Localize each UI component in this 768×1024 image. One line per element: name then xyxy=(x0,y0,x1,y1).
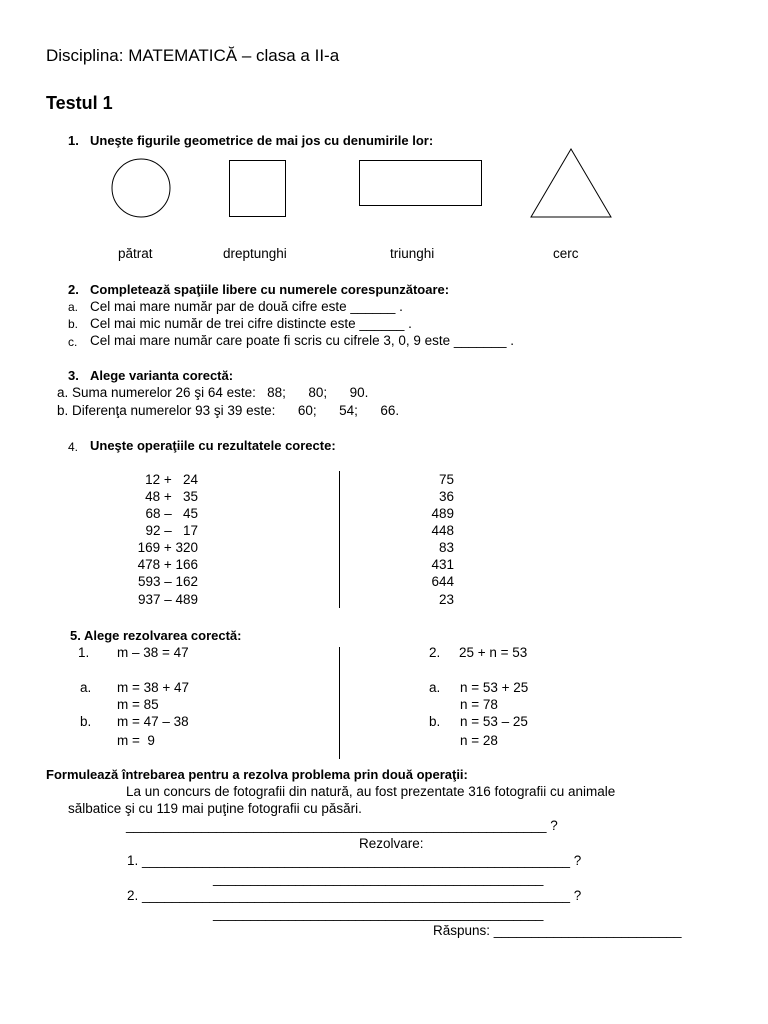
ex3-number: 3. xyxy=(68,368,79,383)
test-title: Testul 1 xyxy=(46,93,113,113)
triangle-icon xyxy=(531,149,611,217)
result: 75 xyxy=(438,472,454,487)
ex5-left-a-line: m = 85 xyxy=(117,697,159,712)
ex3-item: a. Suma numerelor 26 şi 64 este: 88; 80; 90. xyxy=(57,385,369,400)
result: 83 xyxy=(438,540,454,555)
ex5-right-option-b: b. xyxy=(429,714,441,729)
ex3-title: Alege varianta corectă: xyxy=(90,368,234,383)
column-divider xyxy=(339,471,340,608)
result: 644 xyxy=(431,574,454,589)
ex2-number: 2. xyxy=(68,282,79,297)
step2-line: 2. _________________________________________________________ ? xyxy=(127,888,582,903)
operation: 68 – 45 xyxy=(145,506,198,521)
ex5-right-b-line: n = 28 xyxy=(460,733,498,748)
ex4-number: 4. xyxy=(68,440,79,454)
ex2-title: Completează spaţiile libere cu numerele corespunzătoare: xyxy=(90,282,450,297)
solution-label: Rezolvare: xyxy=(359,836,424,851)
step1-line: 1. _________________________________________________________ ? xyxy=(127,853,582,868)
step1-sub-line: ____________________________________________ xyxy=(213,871,544,886)
ex2-item-text: Cel mai mare număr par de două cifre este ______ . xyxy=(90,299,403,314)
result: 489 xyxy=(431,506,454,521)
ex1-title: Uneşte figurile geometrice de mai jos cu denumirile lor: xyxy=(90,133,434,148)
ex5-right-a-line: n = 53 + 25 xyxy=(460,680,529,695)
label-cerc: cerc xyxy=(553,246,579,261)
operation: 92 – 17 xyxy=(145,523,198,538)
operation: 937 – 489 xyxy=(137,592,198,607)
circle-icon xyxy=(112,159,170,217)
result: 23 xyxy=(438,592,454,607)
ex5-left-a-line: m = 38 + 47 xyxy=(117,680,190,695)
square-icon xyxy=(230,161,286,217)
answer-line: Răspuns: _________________________ xyxy=(433,923,682,938)
ex5-left-b-line: m = 47 – 38 xyxy=(117,714,189,729)
ex3-item: b. Diferenţa numerelor 93 şi 39 este: 60; 54; 66. xyxy=(57,403,400,418)
operation: 169 + 320 xyxy=(137,540,198,555)
ex5-right-a-line: n = 78 xyxy=(460,697,498,712)
document-title: Disciplina: MATEMATICĂ – clasa a II-a xyxy=(46,46,340,65)
ex2-item-text: Cel mai mare număr care poate fi scris cu cifrele 3, 0, 9 este _______ . xyxy=(90,333,514,348)
operation: 593 – 162 xyxy=(137,574,198,589)
label-dreptunghi: dreptunghi xyxy=(223,246,287,261)
ex2-item-letter: a. xyxy=(68,300,79,314)
result: 36 xyxy=(438,489,454,504)
result: 448 xyxy=(431,523,454,538)
ex6-title: Formulează întrebarea pentru a rezolva problema prin două operaţii: xyxy=(46,767,468,782)
operation: 48 + 35 xyxy=(145,489,198,504)
ex2-item-text: Cel mai mic număr de trei cifre distincte este ______ . xyxy=(90,316,412,331)
label-patrat: pătrat xyxy=(118,246,153,261)
ex5-title: 5. Alege rezolvarea corectă: xyxy=(70,628,242,643)
label-triunghi: triunghi xyxy=(390,246,435,261)
problem-line: La un concurs de fotografii din natură, au fost prezentate 316 fotografii cu animale xyxy=(126,784,616,799)
shapes-figure xyxy=(0,0,768,240)
result: 431 xyxy=(431,557,454,572)
operation: 12 + 24 xyxy=(145,472,198,487)
ex5-right-option-a: a. xyxy=(429,680,441,695)
ex2-item-letter: c. xyxy=(68,335,78,349)
step2-sub-line: ____________________________________________ xyxy=(213,906,544,921)
ex1-number: 1. xyxy=(68,133,79,148)
ex5-left-option-b: b. xyxy=(80,714,92,729)
problem-line: sălbatice şi cu 119 mai puţine fotografii cu păsări. xyxy=(68,801,362,816)
ex2-item-letter: b. xyxy=(68,317,79,331)
ex5-right-number: 2. xyxy=(429,645,441,660)
ex5-left-equation: m – 38 = 47 xyxy=(117,645,189,660)
rectangle-icon xyxy=(360,161,482,206)
ex5-right-equation: 25 + n = 53 xyxy=(459,645,528,660)
ex5-left-option-a: a. xyxy=(80,680,92,695)
ex5-left-b-line: m = 9 xyxy=(117,733,155,748)
column-divider xyxy=(339,647,340,759)
ex5-right-b-line: n = 53 – 25 xyxy=(460,714,528,729)
ex5-left-number: 1. xyxy=(78,645,90,660)
operation: 478 + 166 xyxy=(137,557,198,572)
question-answer-line: ________________________________________________________ ? xyxy=(126,818,558,833)
ex4-title: Uneşte operaţiile cu rezultatele corecte: xyxy=(90,438,336,453)
